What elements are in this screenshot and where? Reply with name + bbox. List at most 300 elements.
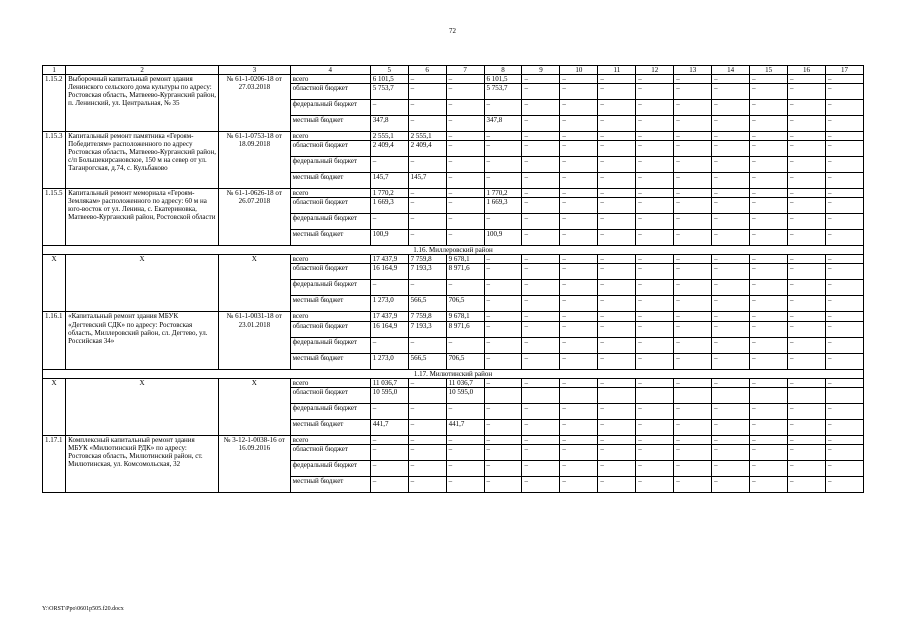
amount-cell: – [788,141,826,157]
amount-cell: – [484,378,522,387]
amount-cell: – [560,75,598,84]
amount-cell: – [484,255,522,264]
amount-cell: – [750,337,788,353]
amount-cell: – [560,296,598,312]
amount-cell: – [788,75,826,84]
amount-cell [788,387,826,403]
amount-cell: – [674,296,712,312]
amount-cell: – [522,100,560,116]
amount-cell: 706,5 [446,353,484,369]
amount-cell: – [484,419,522,435]
amount-cell: – [825,84,863,100]
amount-cell [484,387,522,403]
amount-cell: – [750,419,788,435]
amount-cell: – [446,476,484,492]
amount-cell: – [522,378,560,387]
amount-cell: – [446,214,484,230]
amount-cell: – [788,214,826,230]
item-number: 1.17.1 [43,435,66,492]
amount-cell: – [636,214,674,230]
amount-cell: – [408,378,446,387]
amount-cell: – [825,75,863,84]
amount-cell: – [560,214,598,230]
column-number: 9 [522,66,560,75]
amount-cell: – [788,419,826,435]
amount-cell: – [825,419,863,435]
amount-cell: – [408,230,446,246]
amount-cell: – [408,157,446,173]
amount-cell: – [598,255,636,264]
amount-cell: – [598,198,636,214]
amount-cell: – [408,100,446,116]
amount-cell: – [788,321,826,337]
amount-cell [825,387,863,403]
amount-cell: – [560,116,598,132]
amount-cell: – [598,460,636,476]
amount-cell: – [674,264,712,280]
amount-cell: – [674,173,712,189]
amount-cell: – [446,460,484,476]
approval-document: № 61-1-0626-18 от 26.07.2018 [218,189,290,246]
amount-cell: 17 437,9 [370,255,408,264]
amount-cell: – [408,189,446,198]
amount-cell: – [636,255,674,264]
amount-cell: – [598,476,636,492]
amount-cell: – [446,230,484,246]
amount-cell: – [522,198,560,214]
amount-cell: – [446,444,484,460]
amount-cell: – [522,75,560,84]
amount-cell: – [674,198,712,214]
amount-cell: 17 437,9 [370,312,408,321]
amount-cell: – [712,214,750,230]
amount-cell: – [484,157,522,173]
amount-cell: – [560,198,598,214]
amount-cell: – [750,321,788,337]
amount-cell: – [712,353,750,369]
amount-cell: – [674,214,712,230]
amount-cell: – [750,444,788,460]
amount-cell: – [750,132,788,141]
amount-cell: – [674,157,712,173]
amount-cell: – [788,173,826,189]
item-number: Х [43,378,66,435]
amount-cell: – [712,173,750,189]
amount-cell [712,387,750,403]
amount-cell: – [750,157,788,173]
amount-cell: – [788,296,826,312]
amount-cell: – [484,444,522,460]
page-number: 72 [449,27,456,35]
amount-cell: – [788,337,826,353]
amount-cell: – [825,403,863,419]
amount-cell: 9 678,1 [446,312,484,321]
funding-source-label: местный бюджет [290,173,370,189]
amount-cell: – [560,189,598,198]
amount-cell: – [788,198,826,214]
amount-cell: 16 164,9 [370,321,408,337]
amount-cell: 11 036,7 [370,378,408,387]
amount-cell: – [636,198,674,214]
amount-cell: – [825,476,863,492]
funding-source-label: всего [290,312,370,321]
column-number: 10 [560,66,598,75]
funding-source-label: федеральный бюджет [290,460,370,476]
amount-cell: – [712,100,750,116]
amount-cell: – [598,173,636,189]
amount-cell: 8 971,6 [446,264,484,280]
amount-cell: 347,8 [370,116,408,132]
funding-source-label: федеральный бюджет [290,157,370,173]
amount-cell: – [598,75,636,84]
amount-cell: – [598,312,636,321]
item-number: 1.15.2 [43,75,66,132]
amount-cell: – [712,157,750,173]
amount-cell: – [750,214,788,230]
amount-cell: – [484,214,522,230]
column-number: 17 [825,66,863,75]
amount-cell: – [598,337,636,353]
amount-cell: – [636,435,674,444]
amount-cell: – [636,280,674,296]
column-number: 4 [290,66,370,75]
amount-cell: 16 164,9 [370,264,408,280]
amount-cell: – [446,141,484,157]
amount-cell: – [674,476,712,492]
amount-cell: – [522,141,560,157]
amount-cell: 566,5 [408,353,446,369]
amount-cell: – [370,435,408,444]
item-number: 1.15.5 [43,189,66,246]
funding-source-label: областной бюджет [290,387,370,403]
funding-source-label: местный бюджет [290,353,370,369]
amount-cell: – [484,264,522,280]
amount-cell: – [370,476,408,492]
amount-cell: – [674,419,712,435]
amount-cell: – [636,84,674,100]
object-name: Х [66,255,219,312]
amount-cell: – [408,116,446,132]
amount-cell: – [825,444,863,460]
amount-cell: – [825,296,863,312]
amount-cell: – [825,100,863,116]
section-header-row [43,369,864,378]
amount-cell: – [408,337,446,353]
amount-cell: – [712,141,750,157]
amount-cell: – [370,100,408,116]
amount-cell: – [522,84,560,100]
amount-cell: – [674,337,712,353]
amount-cell: – [825,132,863,141]
amount-cell: – [712,132,750,141]
column-number: 8 [484,66,522,75]
amount-cell: – [446,84,484,100]
amount-cell: – [370,444,408,460]
amount-cell: – [598,444,636,460]
amount-cell: – [636,100,674,116]
amount-cell: – [636,460,674,476]
amount-cell: – [788,157,826,173]
amount-cell: – [825,141,863,157]
column-number: 13 [674,66,712,75]
amount-cell: 7 193,3 [408,264,446,280]
amount-cell: – [788,255,826,264]
amount-cell: – [408,280,446,296]
column-number: 14 [712,66,750,75]
amount-cell: 10 595,0 [370,387,408,403]
funding-source-label: всего [290,189,370,198]
table-row [43,255,864,264]
amount-cell: – [788,132,826,141]
amount-cell: 145,7 [408,173,446,189]
amount-cell: – [446,132,484,141]
amount-cell: – [484,353,522,369]
section-title: 1.16. Миллеровский район [43,246,864,255]
column-number: 2 [66,66,219,75]
amount-cell: – [825,214,863,230]
amount-cell: – [712,116,750,132]
amount-cell: – [522,214,560,230]
object-name: Х [66,378,219,435]
amount-cell: – [484,280,522,296]
item-number: 1.16.1 [43,312,66,369]
amount-cell: – [636,353,674,369]
amount-cell: – [712,435,750,444]
amount-cell: – [484,132,522,141]
amount-cell: – [598,435,636,444]
funding-source-label: местный бюджет [290,419,370,435]
amount-cell: – [484,312,522,321]
amount-cell: – [408,435,446,444]
funding-source-label: местный бюджет [290,230,370,246]
amount-cell: 7 759,8 [408,312,446,321]
amount-cell: – [598,157,636,173]
amount-cell: – [750,435,788,444]
amount-cell: – [560,132,598,141]
amount-cell: – [788,312,826,321]
amount-cell: – [788,435,826,444]
amount-cell: 347,8 [484,116,522,132]
amount-cell: – [674,84,712,100]
amount-cell: – [484,100,522,116]
amount-cell: – [484,403,522,419]
amount-cell: – [560,157,598,173]
amount-cell: – [598,214,636,230]
item-number: 1.15.3 [43,132,66,189]
amount-cell: – [408,403,446,419]
amount-cell: 5 753,7 [484,84,522,100]
amount-cell: – [674,75,712,84]
amount-cell: – [522,435,560,444]
amount-cell: 1 669,3 [484,198,522,214]
amount-cell: – [712,255,750,264]
amount-cell [560,387,598,403]
amount-cell: – [712,312,750,321]
amount-cell: – [674,189,712,198]
amount-cell: 1 273,0 [370,353,408,369]
amount-cell: – [712,230,750,246]
amount-cell: – [788,378,826,387]
amount-cell: 7 759,8 [408,255,446,264]
amount-cell: 1 273,0 [370,296,408,312]
amount-cell: – [712,378,750,387]
amount-cell: – [750,403,788,419]
amount-cell: – [636,189,674,198]
object-name: Капитальный ремонт памятника «Героям-Победителям» расположенного по адресу Ростовская область, Матвеево-Курганский район, с/п Большекирсановское, 150 м на север от ул. Таганрогская, д.74, с. Кульбаково [66,132,219,189]
amount-cell: 706,5 [446,296,484,312]
funding-source-label: областной бюджет [290,198,370,214]
amount-cell: – [750,100,788,116]
amount-cell: – [408,214,446,230]
amount-cell: 2 409,4 [370,141,408,157]
item-number: Х [43,255,66,312]
amount-cell: – [560,173,598,189]
amount-cell: – [788,444,826,460]
amount-cell: 1 669,3 [370,198,408,214]
column-number: 3 [218,66,290,75]
footer-file-path: Y:\ORST\Ppo\0601p505.f20.docx [42,606,124,612]
amount-cell: – [712,419,750,435]
amount-cell: – [370,460,408,476]
amount-cell: – [560,444,598,460]
amount-cell: – [712,337,750,353]
amount-cell: 2 555,1 [408,132,446,141]
amount-cell: – [636,444,674,460]
amount-cell: – [712,198,750,214]
amount-cell: – [825,321,863,337]
amount-cell: 100,9 [484,230,522,246]
amount-cell: – [522,230,560,246]
amount-cell: 10 595,0 [446,387,484,403]
amount-cell: – [825,173,863,189]
amount-cell: – [712,75,750,84]
amount-cell: 1 770,2 [370,189,408,198]
amount-cell: – [408,198,446,214]
amount-cell: – [788,403,826,419]
amount-cell: – [674,353,712,369]
amount-cell: – [674,460,712,476]
amount-cell: – [674,116,712,132]
funding-source-label: областной бюджет [290,321,370,337]
funding-source-label: федеральный бюджет [290,403,370,419]
amount-cell: 2 555,1 [370,132,408,141]
amount-cell: – [636,173,674,189]
funding-source-label: местный бюджет [290,116,370,132]
table-row [43,189,864,198]
amount-cell: – [825,280,863,296]
amount-cell: – [484,296,522,312]
amount-cell [408,387,446,403]
funding-source-label: федеральный бюджет [290,100,370,116]
amount-cell: – [636,75,674,84]
amount-cell: – [560,435,598,444]
funding-source-label: всего [290,75,370,84]
amount-cell: – [788,353,826,369]
funding-source-label: федеральный бюджет [290,280,370,296]
amount-cell: – [522,321,560,337]
amount-cell: – [522,116,560,132]
amount-cell: – [446,189,484,198]
approval-document: Х [218,378,290,435]
amount-cell: – [674,141,712,157]
amount-cell: – [636,419,674,435]
section-title: 1.17. Милютинский район [43,369,864,378]
funding-source-label: местный бюджет [290,476,370,492]
amount-cell: – [598,100,636,116]
amount-cell: – [446,116,484,132]
amount-cell: – [674,280,712,296]
amount-cell: – [636,476,674,492]
amount-cell: – [408,419,446,435]
amount-cell: – [636,230,674,246]
column-number: 6 [408,66,446,75]
funding-source-label: федеральный бюджет [290,337,370,353]
amount-cell: – [598,189,636,198]
amount-cell: – [522,280,560,296]
amount-cell: – [750,189,788,198]
amount-cell [636,387,674,403]
amount-cell: – [750,75,788,84]
column-number: 15 [750,66,788,75]
amount-cell: – [560,100,598,116]
amount-cell: – [712,264,750,280]
amount-cell: – [522,444,560,460]
amount-cell: – [674,321,712,337]
amount-cell: – [750,460,788,476]
amount-cell: – [825,264,863,280]
amount-cell: – [560,378,598,387]
amount-cell: – [750,378,788,387]
amount-cell: 7 193,3 [408,321,446,337]
amount-cell: – [825,230,863,246]
amount-cell: – [598,132,636,141]
amount-cell: – [712,189,750,198]
column-number-row [43,66,864,75]
amount-cell: – [750,141,788,157]
table-row [43,435,864,444]
amount-cell: 5 753,7 [370,84,408,100]
funding-source-label: всего [290,255,370,264]
amount-cell: – [446,337,484,353]
amount-cell: – [560,255,598,264]
amount-cell: – [674,230,712,246]
amount-cell: 11 036,7 [446,378,484,387]
amount-cell: – [598,230,636,246]
amount-cell: – [522,460,560,476]
amount-cell: – [712,403,750,419]
approval-document: № 61-1-0031-18 от 23.01.2018 [218,312,290,369]
budget-table [42,65,864,493]
funding-source-label: всего [290,435,370,444]
amount-cell: – [712,444,750,460]
approval-document: Х [218,255,290,312]
amount-cell: – [446,100,484,116]
amount-cell: – [788,116,826,132]
funding-source-label: областной бюджет [290,141,370,157]
amount-cell: – [825,189,863,198]
amount-cell: – [560,476,598,492]
funding-source-label: федеральный бюджет [290,214,370,230]
amount-cell: – [560,403,598,419]
amount-cell: – [788,476,826,492]
amount-cell: – [788,280,826,296]
amount-cell: – [825,198,863,214]
object-name: Комплексный капитальный ремонт здания МБУК «Милютинский РДК» по адресу: Ростовская область, Милютинский район, ст. Милютинская, ул. Комсомольская, 32 [66,435,219,492]
amount-cell: – [484,435,522,444]
amount-cell: – [560,84,598,100]
table-row [43,378,864,387]
amount-cell: 1 770,2 [484,189,522,198]
